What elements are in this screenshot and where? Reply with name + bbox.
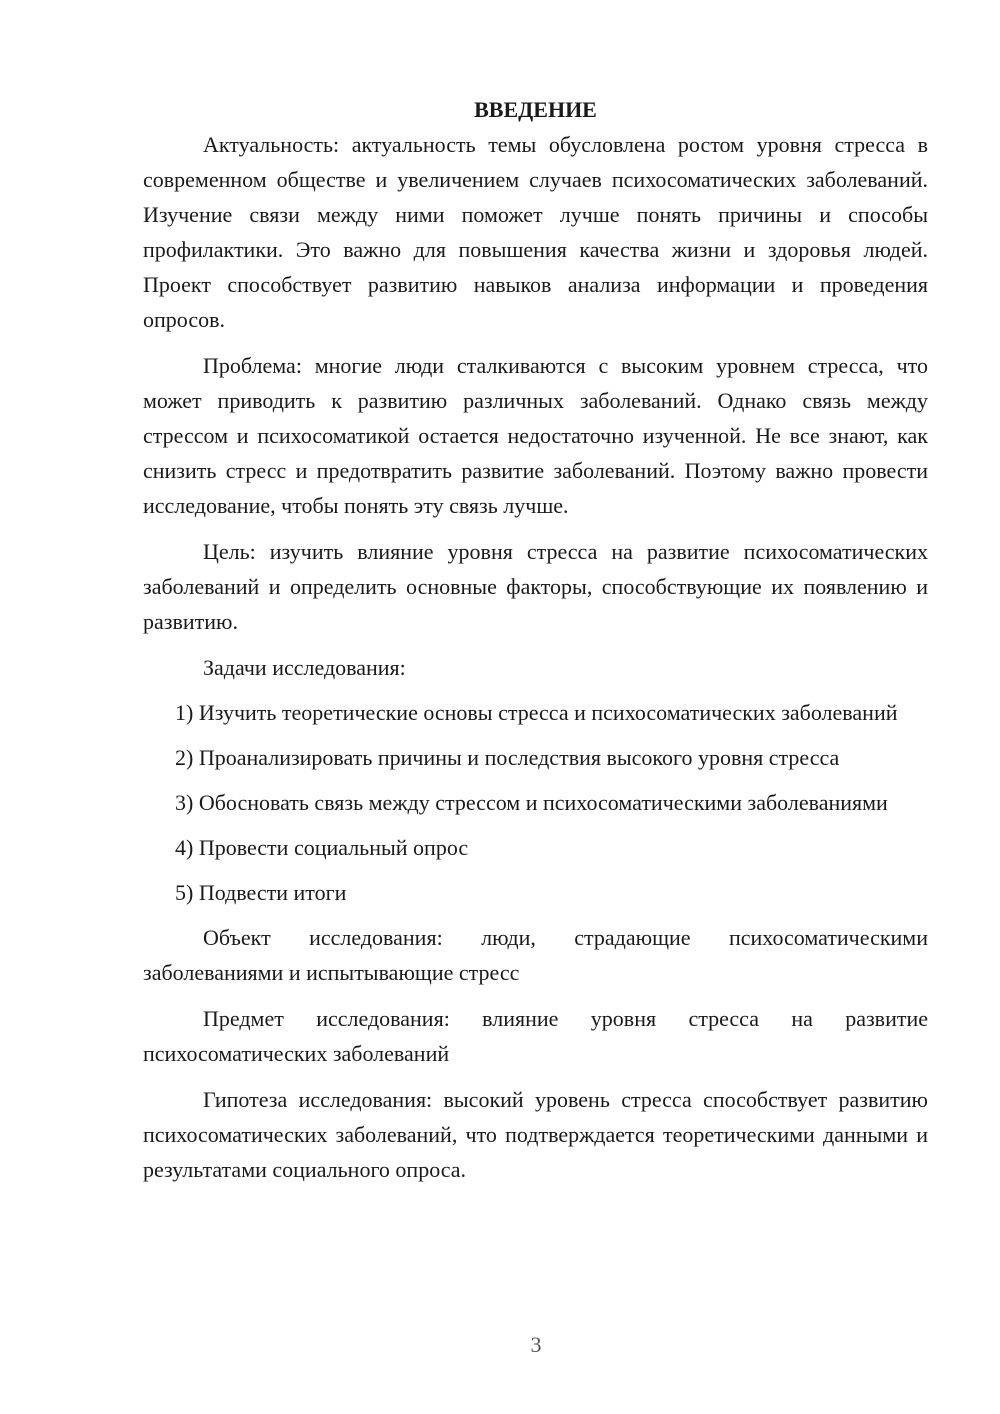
- task-item-1: 1) Изучить теоретические основы стресса и психосоматических заболеваний: [175, 700, 898, 725]
- paragraph-goal: Цель: изучить влияние уровня стресса на развитие психосоматических заболеваний и определить основные факторы, способствующие их появлению и развитию.: [143, 539, 928, 634]
- section-title: ВВЕДЕНИЕ: [474, 97, 597, 122]
- task-item-2: 2) Проанализировать причины и последствия высокого уровня стресса: [175, 745, 840, 770]
- task-item-4: 4) Провести социальный опрос: [175, 835, 469, 860]
- paragraph-relevance: Актуальность: актуальность темы обусловлена ростом уровня стресса в современном обществе и увеличением случаев психосоматических заболеваний. Изучение связи между ними поможет лучше понять причины и способы профилактики. Это важно для повышения качества жизни и здоровья людей. Проект способствует развитию навыков анализа информации и проведения опросов.: [143, 132, 928, 332]
- document-page: [143, 92, 928, 1198]
- page-number: 3: [530, 1332, 542, 1357]
- task-item-5: 5) Подвести итоги: [175, 880, 347, 905]
- paragraph-hypothesis: Гипотеза исследования: высокий уровень стресса способствует развитию психосоматических заболеваний, что подтверждается теоретическими данными и результатами социального опроса.: [143, 1087, 928, 1182]
- paragraph-problem: Проблема: многие люди сталкиваются с высоким уровнем стресса, что может приводить к развитию различных заболеваний. Однако связь между стрессом и психосоматикой остается недостаточно изученной. Не все знают, как снизить стресс и предотвратить развитие заболеваний. Поэтому важно провести исследование, чтобы понять эту связь лучше.: [143, 353, 928, 518]
- paragraph-subject: Предмет исследования: влияние уровня стресса на развитие психосоматических заболеваний: [143, 1006, 928, 1066]
- tasks-heading: Задачи исследования:: [203, 655, 406, 680]
- task-item-3: 3) Обосновать связь между стрессом и психосоматическими заболеваниями: [175, 790, 888, 815]
- paragraph-object: Объект исследования: люди, страдающие психосоматическими заболеваниями и испытывающие стресс: [143, 925, 928, 985]
